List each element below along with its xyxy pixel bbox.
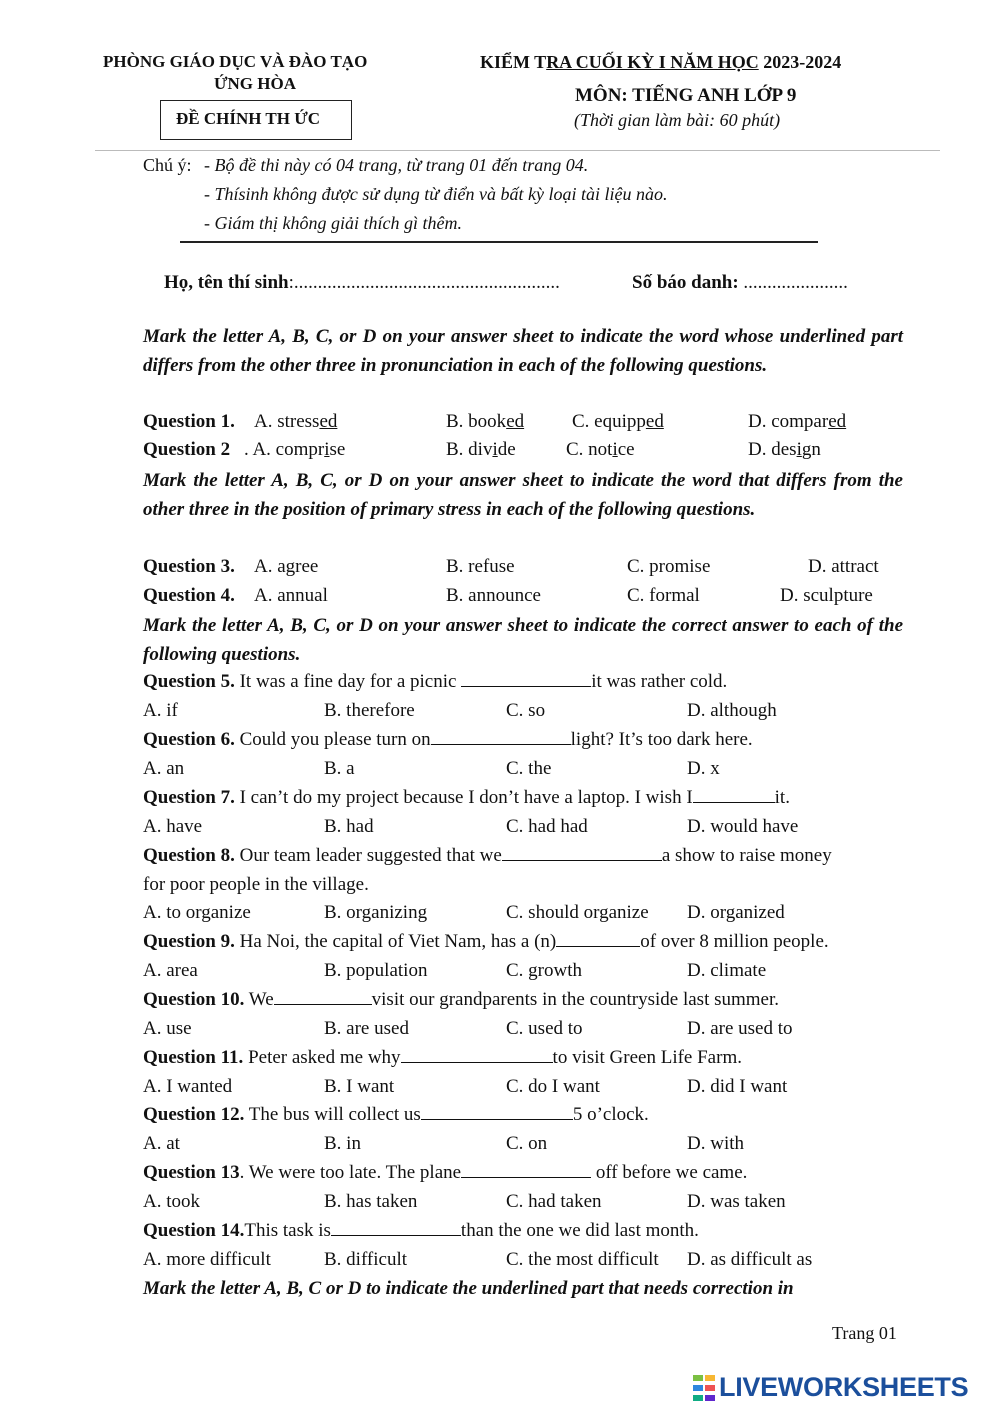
option-c[interactable]: C. the (506, 758, 552, 779)
brand-text: LIVEWORKSHEETS (719, 1372, 969, 1402)
answer-blank (556, 931, 640, 947)
option-d[interactable]: D. compared (748, 411, 847, 432)
option-a[interactable]: A. to organize (143, 902, 251, 923)
question-9: Question 9. Ha Noi, the capital of Viet Nam, has a (n) of over 8 million people. (143, 931, 829, 952)
option-a[interactable]: A. at (143, 1133, 180, 1154)
question-5: Question 5. It was a fine day for a picnic it was rather cold. (143, 671, 728, 692)
question-14: Question 14.This task is than the one we did last month. (143, 1220, 699, 1241)
note-line: - Bộ đề thi này có 04 trang, từ trang 01 đến trang 04. (204, 155, 589, 175)
option-d[interactable]: D. design (748, 439, 821, 460)
option-b[interactable]: B. I want (324, 1076, 395, 1097)
option-a[interactable]: A. I wanted (143, 1076, 233, 1097)
answer-blank (502, 845, 662, 861)
option-d[interactable]: D. as difficult as (687, 1249, 813, 1270)
liveworksheets-icon (693, 1375, 715, 1401)
option-a[interactable]: A. took (143, 1191, 200, 1212)
answer-blank (461, 1162, 591, 1178)
option-d[interactable]: D. climate (687, 960, 767, 981)
option-a[interactable]: A. annual (254, 585, 328, 606)
question-10: Question 10. We visit our grandparents in the countryside last summer. (143, 989, 780, 1010)
instruction-stress: Mark the letter A, B, C, or D on your answer sheet to indicate the word that differs from the other three in the position of primary stress in each of the following questions. (143, 470, 903, 520)
answer-blank (401, 1047, 553, 1063)
option-c[interactable]: C. notice (566, 439, 635, 460)
option-b[interactable]: B. a (324, 758, 355, 779)
notes-divider (180, 241, 818, 243)
option-b[interactable]: B. booked (446, 411, 525, 432)
answer-blank (274, 989, 372, 1005)
option-a[interactable]: A. area (143, 960, 198, 981)
option-b[interactable]: B. refuse (446, 556, 515, 577)
option-c[interactable]: C. equipped (572, 411, 664, 432)
option-b[interactable]: B. divide (446, 439, 516, 460)
candidate-id-row: Số báo danh: ...................... (632, 272, 848, 293)
option-a[interactable]: . A. comprise (244, 439, 346, 460)
option-d[interactable]: D. attract (808, 556, 879, 577)
candidate-name-row: Họ, tên thí sinh:........................................................ (164, 272, 560, 293)
liveworksheets-logo (693, 1372, 968, 1403)
note-line: - Giám thị không giải thích gì thêm. (204, 213, 462, 233)
answer-blank (431, 729, 571, 745)
question-6: Question 6. Could you please turn on light? It’s too dark here. (143, 729, 753, 750)
option-a[interactable]: A. have (143, 816, 203, 837)
option-a[interactable]: A. if (143, 700, 178, 721)
option-c[interactable]: C. had taken (506, 1191, 602, 1212)
option-d[interactable]: D. with (687, 1133, 744, 1154)
option-d[interactable]: D. was taken (687, 1191, 786, 1212)
option-c[interactable]: C. promise (627, 556, 711, 577)
option-a[interactable]: A. use (143, 1018, 192, 1039)
answer-blank (693, 787, 775, 803)
option-a[interactable]: A. more difficult (143, 1249, 271, 1270)
instruction-pronunciation: Mark the letter A, B, C, or D on your answer sheet to indicate the word whose underlined part differs from the other three in pronunciation in each of the following questions. (143, 326, 903, 376)
question-8-continued: for poor people in the village. (143, 874, 369, 895)
option-d[interactable]: D. would have (687, 816, 799, 837)
option-b[interactable]: B. are used (324, 1018, 409, 1039)
department-name: PHÒNG GIÁO DỤC VÀ ĐÀO TẠO (103, 52, 368, 71)
page-number: Trang 01 (832, 1323, 897, 1343)
option-d[interactable]: D. did I want (687, 1076, 788, 1097)
option-d[interactable]: D. are used to (687, 1018, 793, 1039)
question-13: Question 13. We were too late. The plane off before we came. (143, 1162, 748, 1183)
option-d[interactable]: D. organized (687, 902, 785, 923)
option-b[interactable]: B. in (324, 1133, 361, 1154)
option-b[interactable]: B. difficult (324, 1249, 408, 1270)
option-d[interactable]: D. x (687, 758, 720, 779)
option-d[interactable]: D. although (687, 700, 777, 721)
question-12: Question 12. The bus will collect us 5 o’clock. (143, 1104, 649, 1125)
answer-blank (331, 1220, 461, 1236)
district-name: ỨNG HÒA (214, 74, 297, 93)
option-b[interactable]: B. therefore (324, 700, 415, 721)
option-a[interactable]: A. agree (254, 556, 319, 577)
option-b[interactable]: B. announce (446, 585, 541, 606)
question-4: Question 4. (143, 585, 235, 606)
option-a[interactable]: A. stressed (254, 411, 338, 432)
option-c[interactable]: C. used to (506, 1018, 583, 1039)
option-b[interactable]: B. has taken (324, 1191, 418, 1212)
instruction-correction: Mark the letter A, B, C or D to indicate the underlined part that needs correction in (143, 1278, 794, 1299)
question-11: Question 11. Peter asked me why to visit Green Life Farm. (143, 1047, 742, 1068)
official-label: ĐỀ CHÍNH TH ỨC (176, 109, 321, 128)
exam-title: KIỂM TRA CUỐI KỲ I NĂM HỌC 2023-2024 (480, 52, 842, 72)
option-c[interactable]: C. growth (506, 960, 582, 981)
question-2: Question 2 (143, 439, 231, 460)
option-c[interactable]: C. so (506, 700, 546, 721)
option-c[interactable]: C. on (506, 1133, 548, 1154)
answer-blank (461, 671, 591, 687)
subject-title: MÔN: TIẾNG ANH LỚP 9 (575, 85, 797, 106)
option-c[interactable]: C. do I want (506, 1076, 600, 1097)
option-c[interactable]: C. formal (627, 585, 700, 606)
question-3: Question 3. (143, 556, 235, 577)
question-7: Question 7. I can’t do my project because I don’t have a laptop. I wish I it. (143, 787, 790, 808)
option-b[interactable]: B. organizing (324, 902, 428, 923)
option-c[interactable]: C. had had (506, 816, 588, 837)
header-divider (95, 150, 940, 151)
question-1: Question 1. (143, 411, 235, 432)
option-d[interactable]: D. sculpture (780, 585, 873, 606)
candidate-name-label: Họ, tên thí sinh (164, 272, 289, 293)
question-8: Question 8. Our team leader suggested that we a show to raise money (143, 845, 832, 866)
option-b[interactable]: B. population (324, 960, 428, 981)
candidate-id-label: Số báo danh: (632, 272, 739, 293)
instruction-correct-answer: Mark the letter A, B, C, or D on your answer sheet to indicate the correct answer to each of the following questions. (143, 615, 903, 665)
option-c[interactable]: C. should organize (506, 902, 649, 923)
option-c[interactable]: C. the most difficult (506, 1249, 659, 1270)
exam-time: (Thời gian làm bài: 60 phút) (574, 110, 781, 130)
notes-label: Chú ý: (143, 155, 192, 175)
answer-blank (421, 1104, 573, 1120)
note-line: - Thísinh không được sử dụng từ điển và bất kỳ loại tài liệu nào. (204, 184, 668, 204)
option-b[interactable]: B. had (324, 816, 374, 837)
option-a[interactable]: A. an (143, 758, 185, 779)
